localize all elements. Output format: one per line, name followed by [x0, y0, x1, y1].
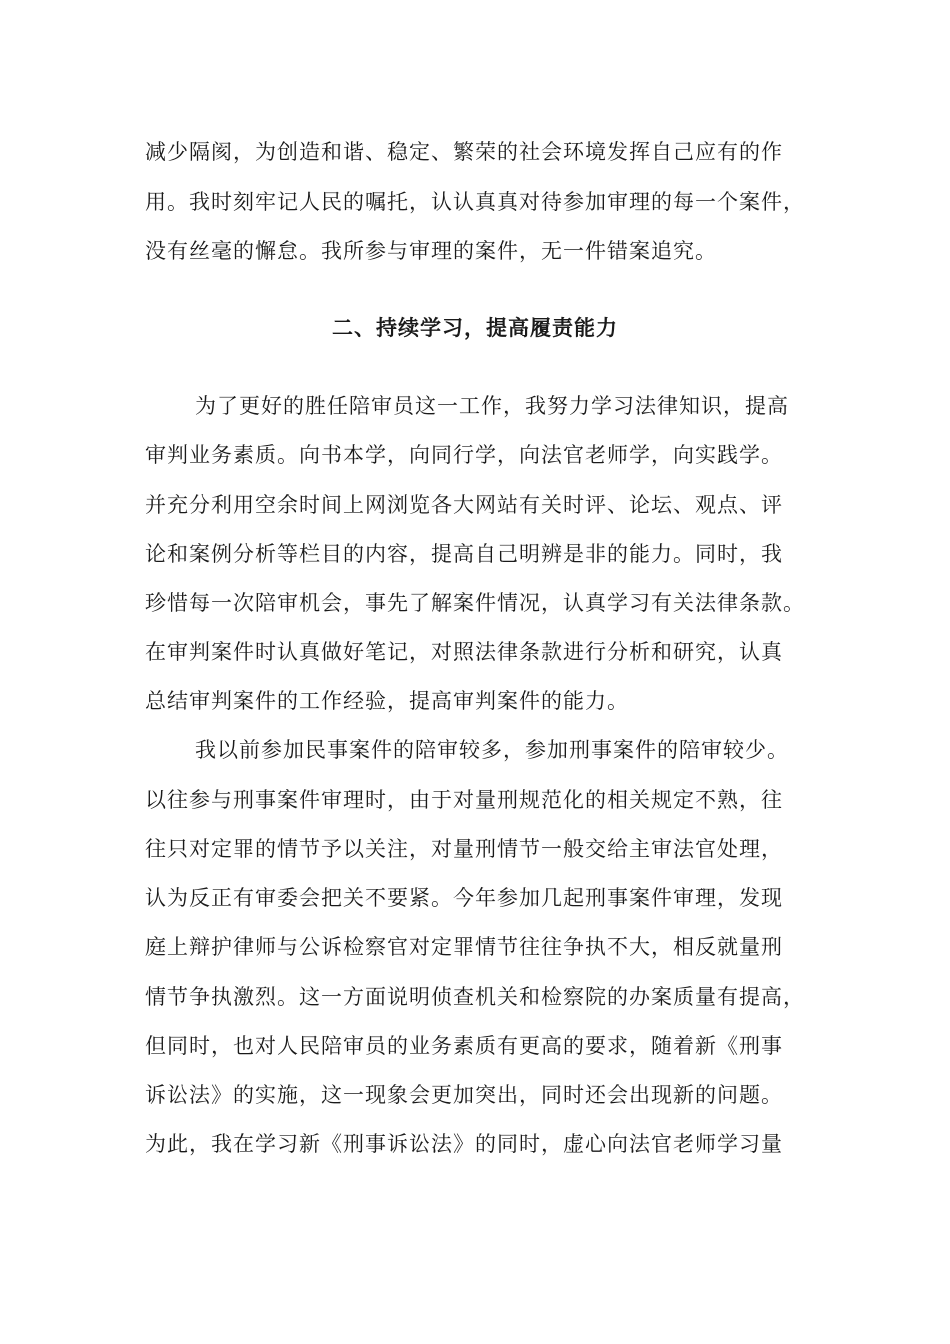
paragraph-line: 减少隔阂，为创造和谐、稳定、繁荣的社会环境发挥自己应有的作: [145, 140, 783, 164]
paragraph-line: 并充分利用空余时间上网浏览各大网站有关时评、论坛、观点、评: [145, 493, 783, 517]
paragraph-line: 为了更好的胜任陪审员这一工作，我努力学习法律知识，提高: [195, 394, 789, 418]
paragraph-line: 我以前参加民事案件的陪审较多，参加刑事案件的陪审较少。: [195, 738, 789, 762]
paragraph-line: 总结审判案件的工作经验，提高审判案件的能力。: [145, 689, 629, 713]
paragraph-line: 认为反正有审委会把关不要紧。今年参加几起刑事案件审理，发现: [145, 886, 783, 910]
paragraph-line: 情节争执激烈。这一方面说明侦查机关和检察院的办案质量有提高，: [145, 985, 805, 1009]
section-heading: 二、持续学习，提高履责能力: [332, 316, 618, 340]
paragraph-line: 论和案例分析等栏目的内容，提高自己明辨是非的能力。同时，我: [145, 542, 783, 566]
paragraph-line: 但同时，也对人民陪审员的业务素质有更高的要求，随着新《刑事: [145, 1034, 783, 1058]
paragraph-line: 用。我时刻牢记人民的嘱托，认认真真对待参加审理的每一个案件，: [145, 190, 805, 214]
paragraph-line: 往只对定罪的情节予以关注，对量刑情节一般交给主审法官处理，: [145, 837, 783, 861]
paragraph-line: 珍惜每一次陪审机会，事先了解案件情况，认真学习有关法律条款。: [145, 591, 805, 615]
paragraph-line: 在审判案件时认真做好笔记，对照法律条款进行分析和研究，认真: [145, 640, 783, 664]
paragraph-line: 没有丝毫的懈怠。我所参与审理的案件，无一件错案追究。: [145, 239, 717, 263]
paragraph-line: 诉讼法》的实施，这一现象会更加突出，同时还会出现新的问题。: [145, 1083, 783, 1107]
paragraph-line: 庭上辩护律师与公诉检察官对定罪情节往往争执不大，相反就量刑: [145, 935, 783, 959]
paragraph-line: 为此，我在学习新《刑事诉讼法》的同时，虚心向法官老师学习量: [145, 1132, 783, 1156]
paragraph-line: 审判业务素质。向书本学，向同行学，向法官老师学，向实践学。: [145, 443, 783, 467]
paragraph-line: 以往参与刑事案件审理时，由于对量刑规范化的相关规定不熟，往: [145, 788, 783, 812]
